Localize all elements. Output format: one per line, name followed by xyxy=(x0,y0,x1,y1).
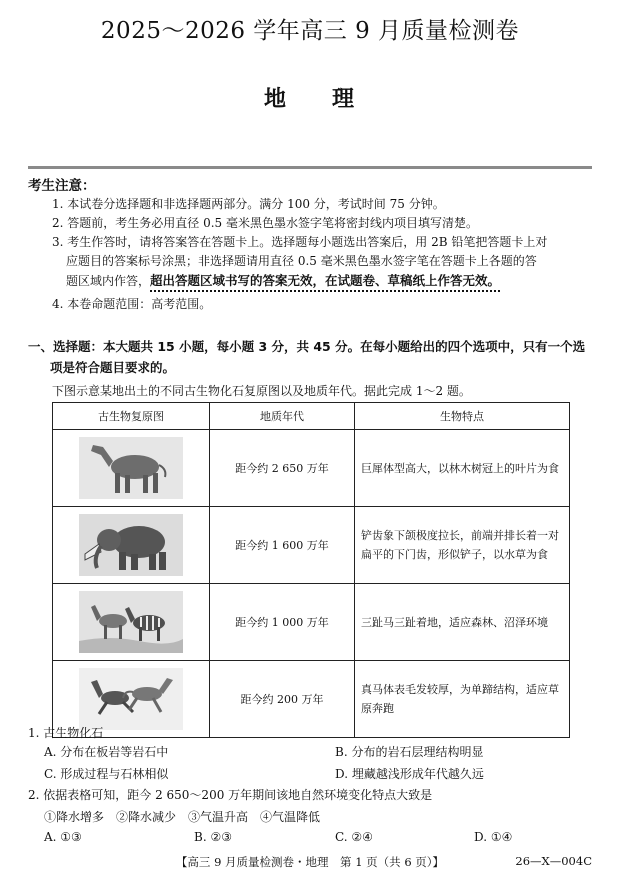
subject-char-1: 地 xyxy=(263,87,288,112)
geologic-age: 距今约 2 650 万年 xyxy=(210,430,355,507)
notice-item-4: 4. 本卷命题范围：高考范围。 xyxy=(52,297,212,311)
feature-text: 铲齿象下颌极度拉长，前端并排长着一对扁平的下门齿，形似铲子，以水草为食 xyxy=(355,507,570,584)
footer-label: 【高三 9 月质量检测卷・地理 第 1 页（共 6 页）】 xyxy=(175,855,445,869)
fossil-image-cell xyxy=(53,584,210,661)
subject-char-2: 理 xyxy=(332,87,357,112)
q1-option-a[interactable]: A. 分布在板岩等岩石中 xyxy=(44,745,169,759)
fossil-table xyxy=(52,402,570,738)
notice-item-3-line-1: 3. 考生作答时，请将答案答在答题卡上。选择题每小题选出答案后，用 2B 铅笔把答题卡上对 xyxy=(52,235,548,249)
three-toed-horses-icon xyxy=(79,591,183,653)
table-header-cell: 生物特点 xyxy=(355,403,570,430)
table-row xyxy=(53,584,570,661)
notice-item-3-line-2: 应题目的答案标号涂黑；非选择题请用直径 0.5 毫米黑色墨水签字笔在答题卡上各题的答 xyxy=(66,254,537,268)
table-header-cell: 古生物复原图 xyxy=(53,403,210,430)
table-header-row xyxy=(53,403,570,430)
q2-statement-list: ①降水增多 ②降水减少 ③气温升高 ④气温降低 xyxy=(44,810,321,824)
q1-option-c[interactable]: C. 形成过程与石林相似 xyxy=(44,767,169,781)
notice-heading: 考生注意： xyxy=(28,178,96,194)
material-intro: 下图示意某地出土的不同古生物化石复原图以及地质年代。据此完成 1～2 题。 xyxy=(52,384,471,398)
q2-option-c[interactable]: C. ②④ xyxy=(335,830,373,844)
section-line-2: 项是符合题目要求的。 xyxy=(50,360,176,375)
section-heading xyxy=(28,336,598,378)
q1-option-b[interactable]: B. 分布的岩石层理结构明显 xyxy=(335,745,484,759)
q2-option-b[interactable]: B. ②③ xyxy=(194,830,232,844)
shovel-tusker-elephant-icon xyxy=(79,514,183,576)
q2-option-d[interactable]: D. ①④ xyxy=(474,830,513,844)
table-header-cell: 地质年代 xyxy=(210,403,355,430)
paper-code: 26—X—004C xyxy=(515,854,592,868)
subject-title xyxy=(0,82,620,113)
rhinoceros-like-mammal-icon xyxy=(79,437,183,499)
page-footer xyxy=(28,854,592,870)
fossil-image-cell xyxy=(53,430,210,507)
feature-text: 真马体表毛发较厚，为单蹄结构，适应草原奔跑 xyxy=(355,661,570,738)
feature-text: 三趾马三趾着地，适应森林、沼泽环境 xyxy=(355,584,570,661)
q1-option-d[interactable]: D. 埋藏越浅形成年代越久远 xyxy=(335,767,484,781)
geologic-age: 距今约 1 600 万年 xyxy=(210,507,355,584)
notice-item-3-line-3: 题区域内作答， xyxy=(66,274,151,288)
feature-text: 巨犀体型高大，以林木树冠上的叶片为食 xyxy=(355,430,570,507)
geologic-age: 距今约 1 000 万年 xyxy=(210,584,355,661)
fossil-image-cell xyxy=(53,507,210,584)
section-line-1: 一、选择题：本大题共 15 小题，每小题 3 分，共 45 分。在每小题给出的四个选项中，只有一个选 xyxy=(28,339,586,354)
divider xyxy=(28,166,592,169)
question-1-stem: 1. 古生物化石 xyxy=(28,726,104,740)
geologic-age: 距今约 200 万年 xyxy=(210,661,355,738)
running-horses-icon xyxy=(79,668,183,730)
notice-item-1: 1. 本试卷分选择题和非选择题两部分。满分 100 分，考试时间 75 分钟。 xyxy=(52,197,445,211)
notice-item-3 xyxy=(52,233,597,291)
table-row xyxy=(53,661,570,738)
table-row xyxy=(53,507,570,584)
exam-title: 2025～2026 学年高三 9 月质量检测卷 xyxy=(100,18,520,44)
question-2-stem: 2. 依据表格可知，距今 2 650～200 万年期间该地自然环境变化特点大致是 xyxy=(28,788,433,802)
notice-emphasis: 超出答题区域书写的答案无效，在试题卷、草稿纸上作答无效。 xyxy=(150,273,501,288)
table-row xyxy=(53,430,570,507)
notice-item-2: 2. 答题前，考生务必用直径 0.5 毫米黑色墨水签字笔将密封线内项目填写清楚。 xyxy=(52,216,478,230)
q2-option-a[interactable]: A. ①③ xyxy=(44,830,82,844)
